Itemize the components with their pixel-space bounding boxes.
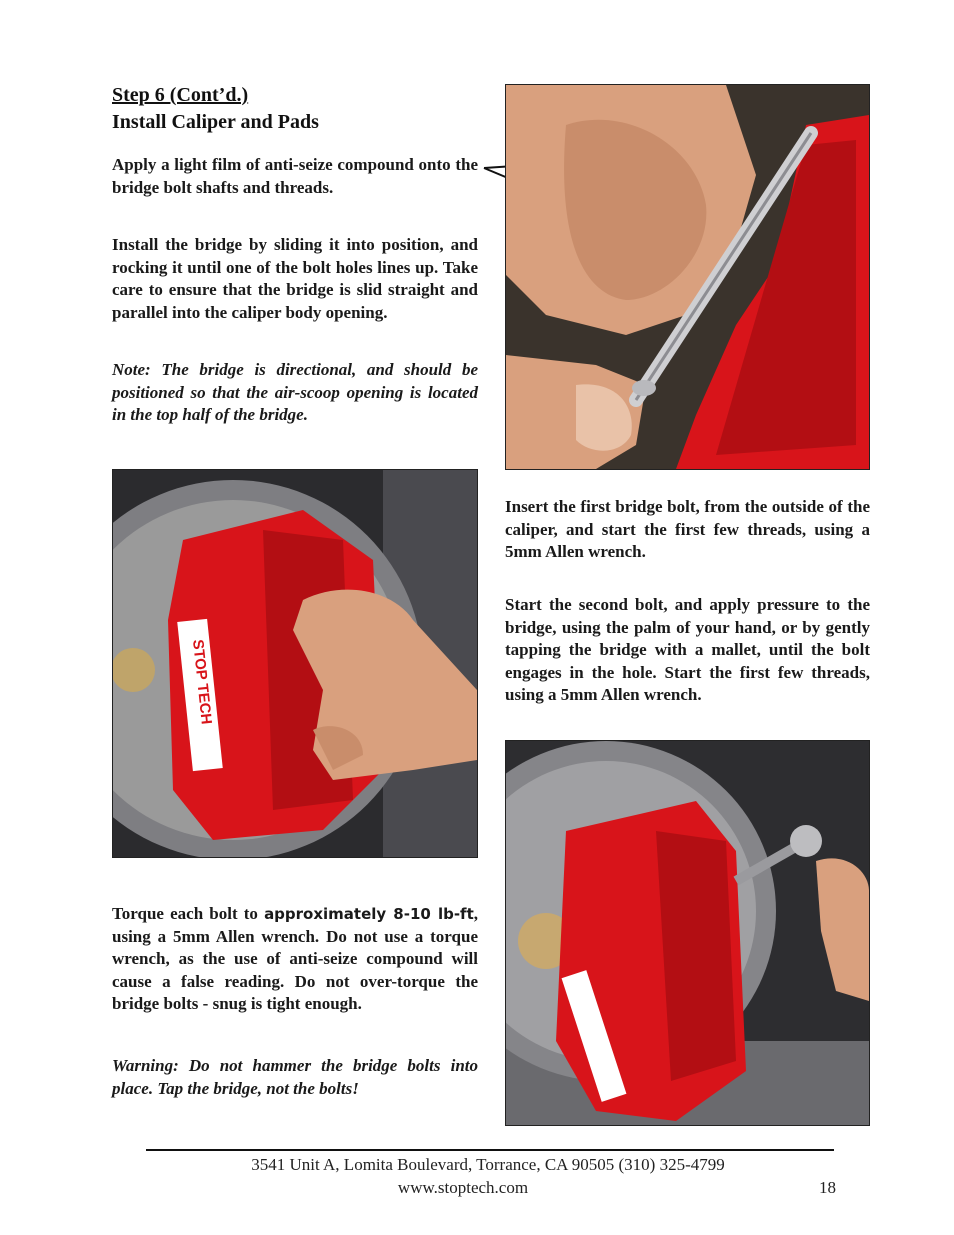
paragraph-second-bolt: Start the second bolt, and apply pressure to the bridge, using the palm of your hand, or by gently tapping the bridge with a mallet, until the bolt engages in the hole. Start the first few threads, using a 5mm Allen wrench.	[505, 595, 870, 704]
warning-text: Warning: Do not hammer the bridge bolts into place. Tap the bridge, not the bolts!	[112, 1056, 478, 1098]
note-directional: Note: The bridge is directional, and should be positioned so that the air-scoop opening is located in the top half of the bridge.	[112, 360, 478, 424]
torque-suffix: , using a 5mm Allen wrench. Do not use a torque wrench, as the use of anti-seize compound will cause a false reading. Do not over-torque the bridge bolts - snug is tight enough.	[112, 904, 478, 1013]
photo-bolt-anti-seize	[505, 84, 870, 470]
step-title: Step 6 (Cont’d.)	[112, 84, 249, 106]
paragraph-torque	[112, 903, 478, 1016]
paragraph-insert-bolt: Insert the first bridge bolt, from the outside of the caliper, and start the first few threads, using a 5mm Allen wrench.	[505, 497, 870, 561]
paragraph-anti-seize: Apply a light film of anti-seize compound onto the bridge bolt shafts and threads.	[112, 155, 478, 197]
photo-install-bridge	[112, 469, 478, 858]
step-subtitle: Install Caliper and Pads	[112, 111, 319, 133]
footer-address: 3541 Unit A, Lomita Boulevard, Torrance, CA 90505 (310) 325-4799	[251, 1155, 725, 1174]
torque-value: approximately 8-10 lb-ft	[264, 905, 474, 923]
caliper-logo: STOP TECH	[189, 638, 215, 726]
section-heading	[112, 82, 319, 136]
footer-website[interactable]: www.stoptech.com	[397, 1178, 529, 1197]
torque-prefix: Torque each bolt to	[112, 904, 265, 923]
footer-rule	[146, 1149, 834, 1151]
photo-wrench-bolt	[505, 740, 870, 1126]
page-number: 18	[819, 1178, 836, 1197]
paragraph-install-bridge: Install the bridge by sliding it into position, and rocking it until one of the bolt holes lines up. Take care to ensure that the bridge is slid straight and parallel into the caliper body opening.	[112, 235, 478, 322]
